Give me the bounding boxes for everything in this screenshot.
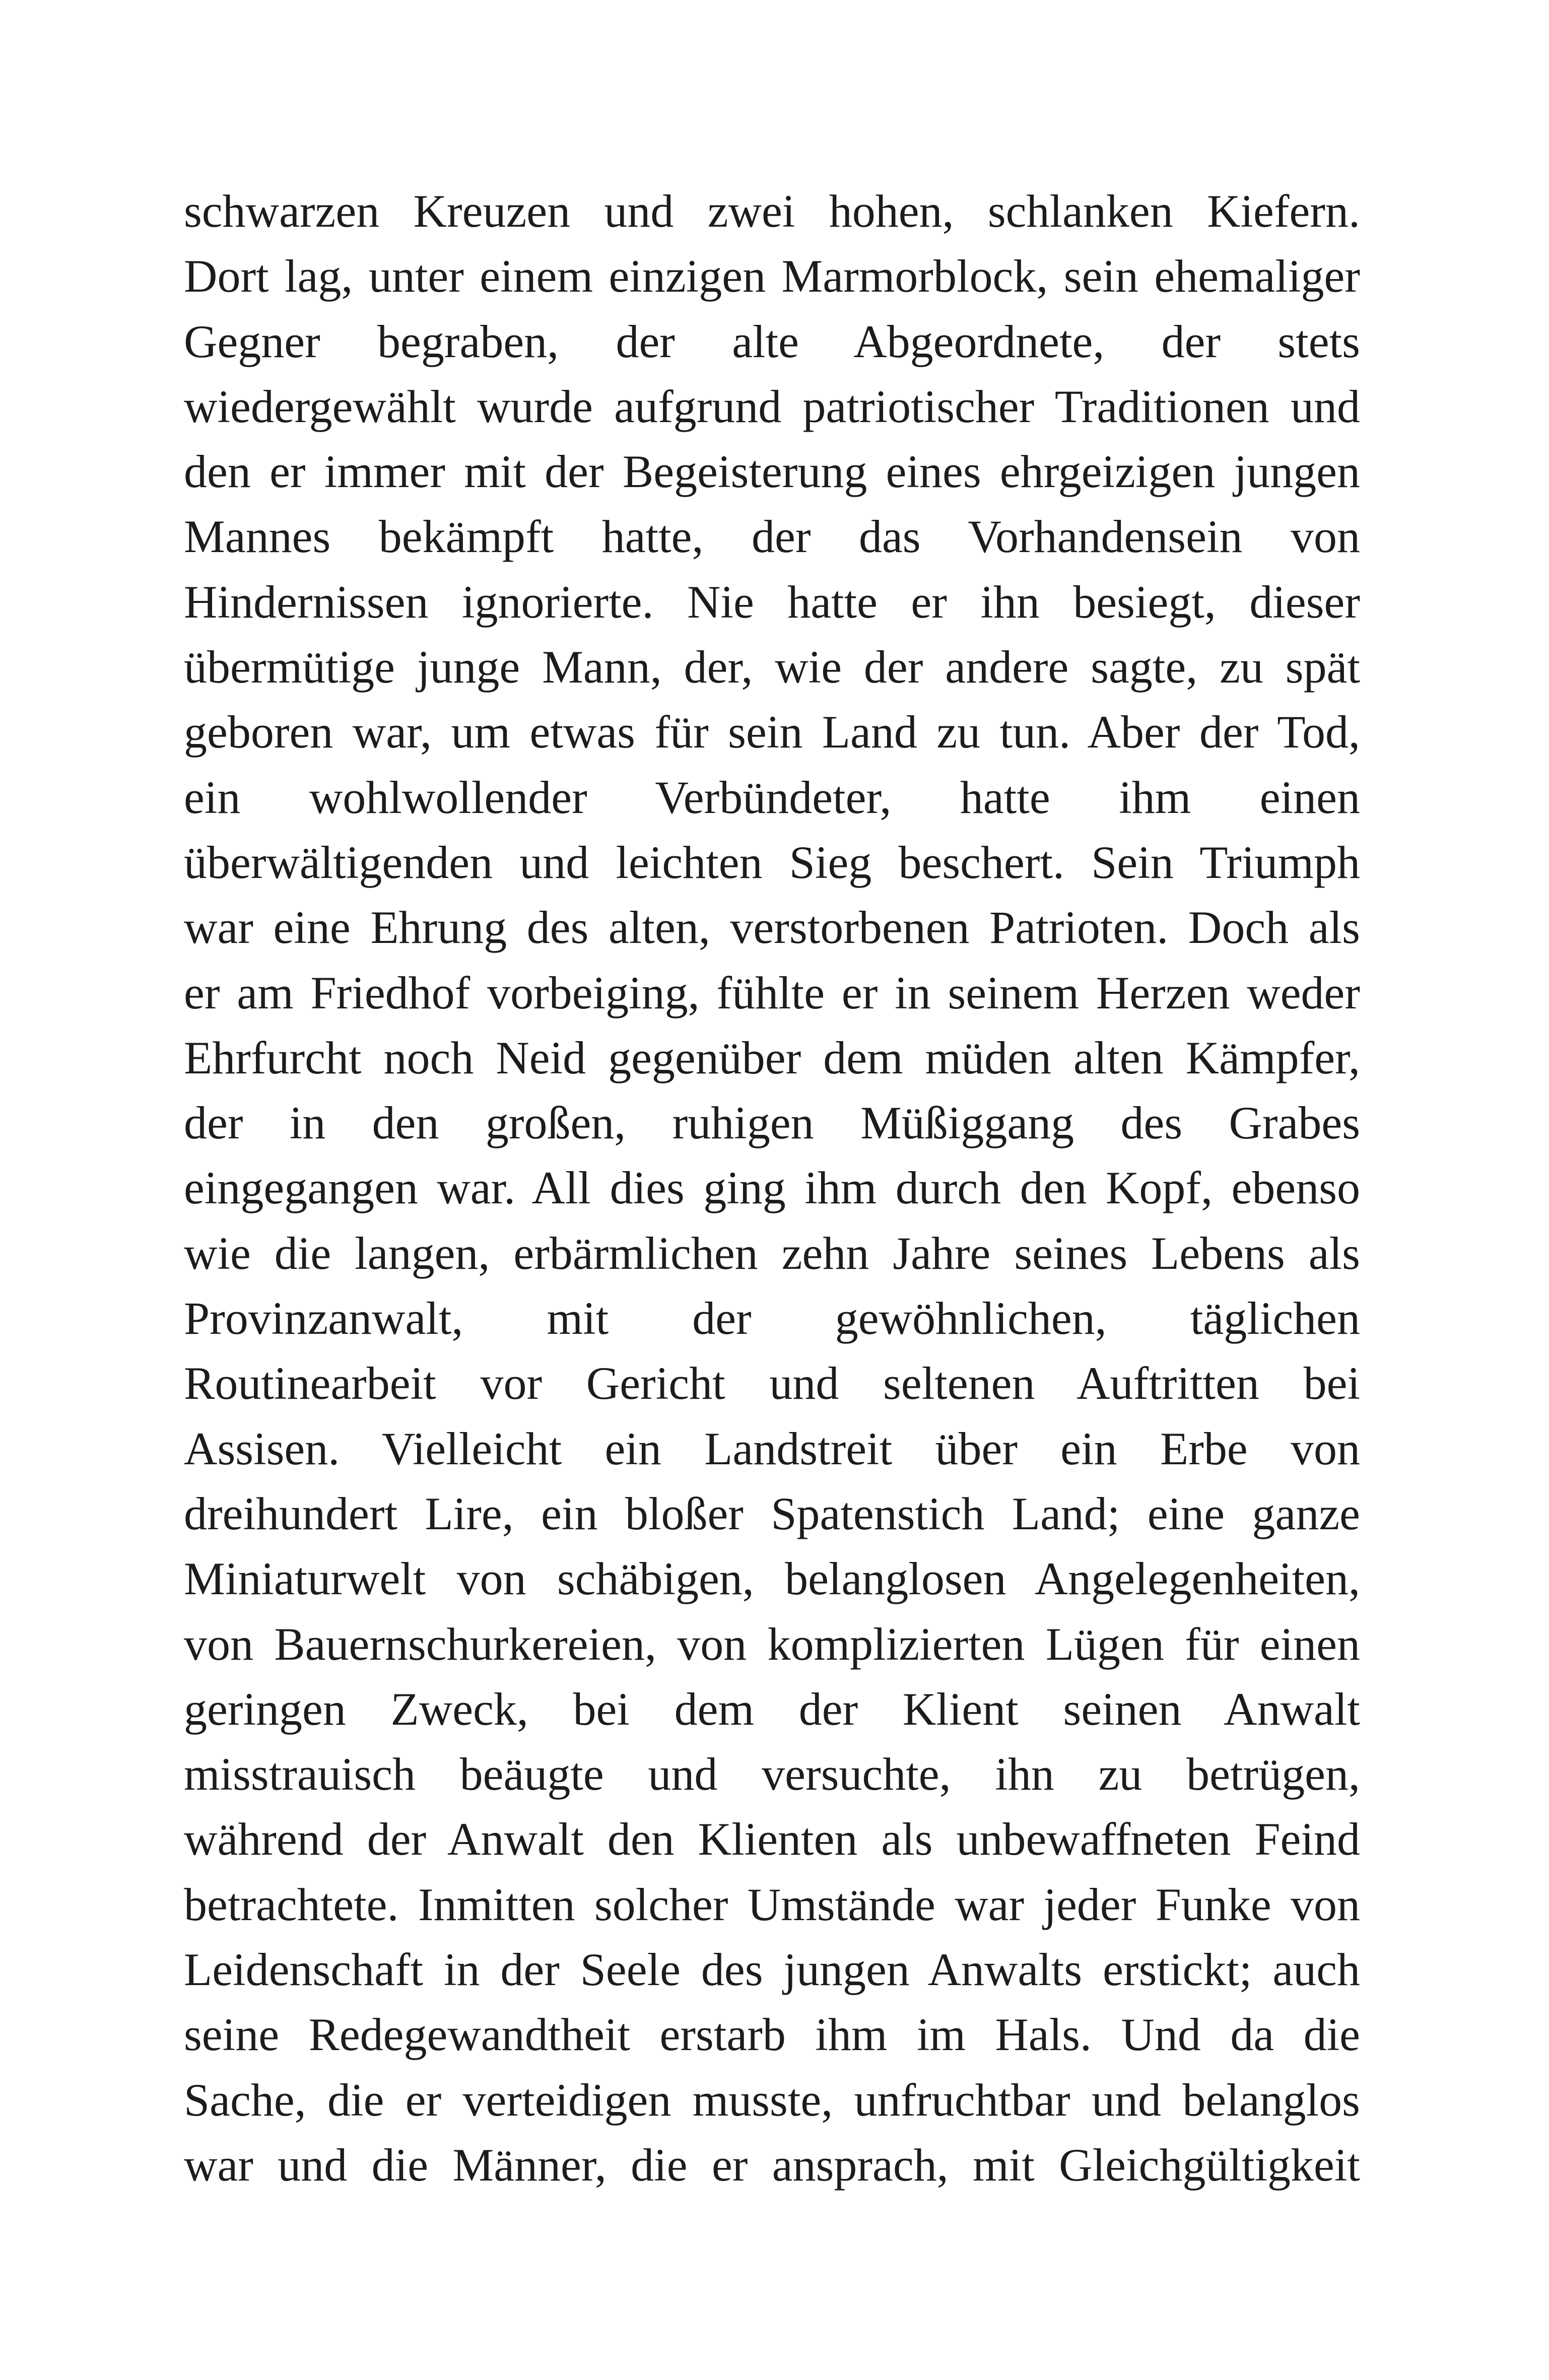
text-line: war und die Männer, die er ansprach, mit Gleichgültigkeit bbox=[184, 2139, 1360, 2191]
text-line: Ehrfurcht noch Neid gegenüber dem müden alten Kämpfer, bbox=[184, 1032, 1360, 1083]
text-line: wiedergewählt wurde aufgrund patriotischer Traditionen und bbox=[184, 380, 1360, 432]
text-line: Routinearbeit vor Gericht und seltenen Auftritten bei bbox=[184, 1357, 1360, 1409]
text-line: eingegangen war. All dies ging ihm durch den Kopf, ebenso bbox=[184, 1162, 1360, 1214]
text-line: Assisen. Vielleicht ein Landstreit über ein Erbe von bbox=[184, 1422, 1360, 1474]
text-line: Gegner begraben, der alte Abgeordnete, der stets bbox=[184, 315, 1360, 367]
text-line: geringen Zweck, bei dem der Klient seinen Anwalt bbox=[184, 1683, 1360, 1735]
text-line: betrachtete. Inmitten solcher Umstände war jeder Funke von bbox=[184, 1878, 1360, 1930]
text-line: überwältigenden und leichten Sieg beschert. Sein Triumph bbox=[184, 836, 1360, 888]
text-line: Leidenschaft in der Seele des jungen Anwalts erstickt; auch bbox=[184, 1944, 1360, 1996]
text-line: wie die langen, erbärmlichen zehn Jahre seines Lebens als bbox=[184, 1227, 1360, 1279]
text-line: von Bauernschurkereien, von komplizierten Lügen für einen bbox=[184, 1618, 1360, 1670]
text-line: misstrauisch beäugte und versuchte, ihn zu betrügen, bbox=[184, 1748, 1360, 1800]
text-line: den er immer mit der Begeisterung eines ehrgeizigen jungen bbox=[184, 446, 1360, 498]
text-line: der in den großen, ruhigen Müßiggang des Grabes bbox=[184, 1097, 1360, 1149]
text-line: Mannes bekämpft hatte, der das Vorhandensein von bbox=[184, 511, 1360, 563]
text-line: schwarzen Kreuzen und zwei hohen, schlanken Kiefern. bbox=[184, 185, 1360, 237]
text-line: war eine Ehrung des alten, verstorbenen Patrioten. Doch als bbox=[184, 902, 1360, 954]
text-line: übermütige junge Mann, der, wie der andere sagte, zu spät bbox=[184, 641, 1360, 693]
text-line: Provinzanwalt, mit der gewöhnlichen, täglichen bbox=[184, 1293, 1360, 1344]
text-line: ein wohlwollender Verbündeter, hatte ihm einen bbox=[184, 771, 1360, 823]
text-line: Miniaturwelt von schäbigen, belanglosen Angelegenheiten, bbox=[184, 1553, 1360, 1605]
text-line: dreihundert Lire, ein bloßer Spatenstich Land; eine ganze bbox=[184, 1487, 1360, 1539]
text-line: Hindernissen ignorierte. Nie hatte er ihn besiegt, dieser bbox=[184, 576, 1360, 628]
text-line: seine Redegewandtheit erstarb ihm im Hals. Und da die bbox=[184, 2009, 1360, 2061]
text-line: Dort lag, unter einem einzigen Marmorblock, sein ehemaliger bbox=[184, 250, 1360, 302]
text-line: geboren war, um etwas für sein Land zu tun. Aber der Tod, bbox=[184, 706, 1360, 758]
text-line: er am Friedhof vorbeiging, fühlte er in seinem Herzen weder bbox=[184, 967, 1360, 1018]
body-text bbox=[184, 179, 1360, 2198]
text-line: Sache, die er verteidigen musste, unfruchtbar und belanglos bbox=[184, 2074, 1360, 2126]
text-line: während der Anwalt den Klienten als unbewaffneten Feind bbox=[184, 1813, 1360, 1865]
